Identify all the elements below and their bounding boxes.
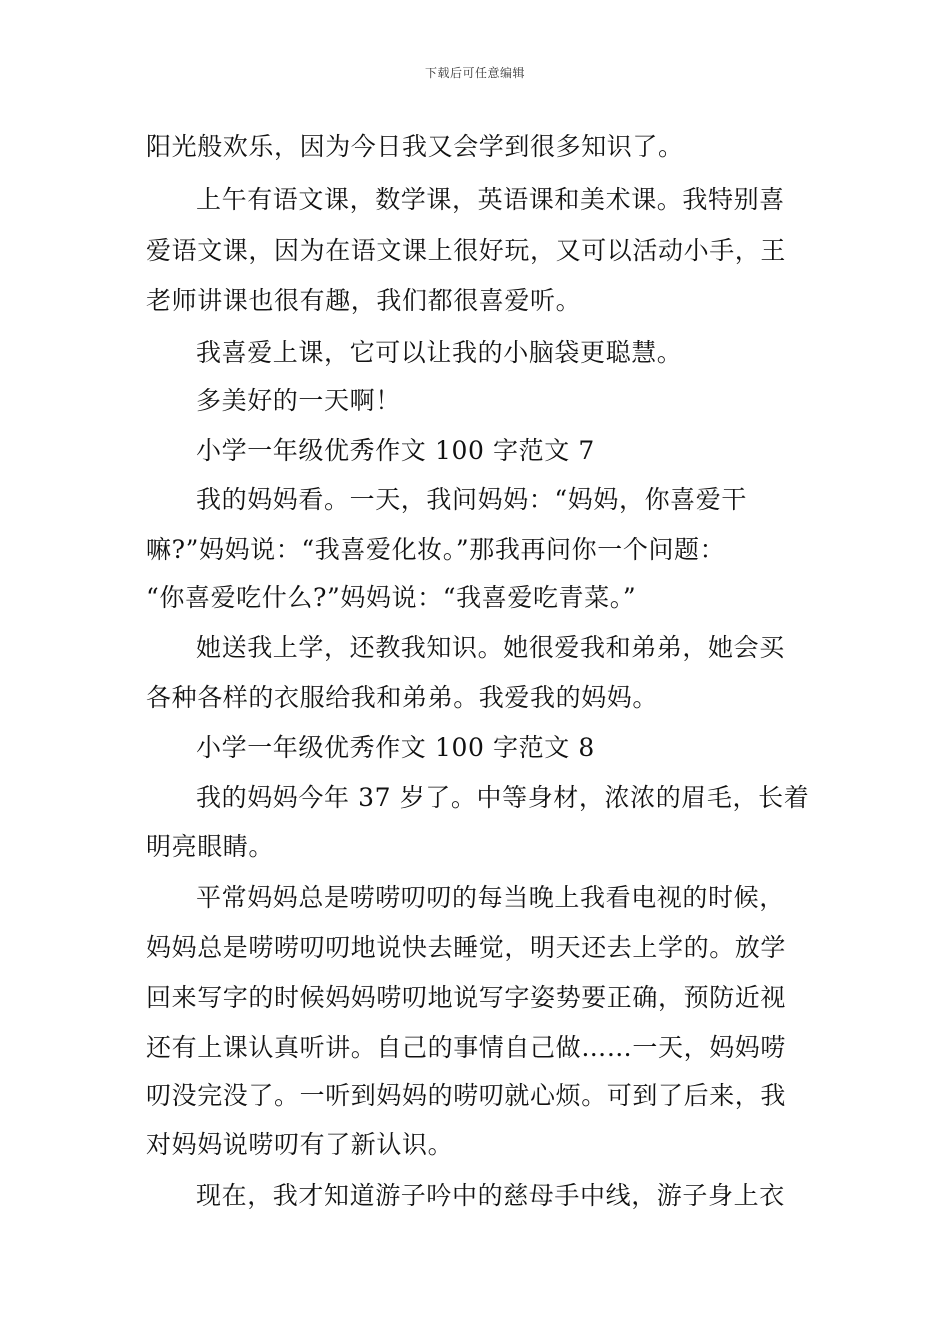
text-line: 多美好的一天啊！ [196, 386, 401, 415]
text-line: 我的妈妈看。一天，我问妈妈：“妈妈，你喜爱干 [196, 485, 747, 514]
text-line: 妈妈总是唠唠叨叨地说快去睡觉，明天还去上学的。放学 [146, 933, 787, 962]
text-line: 明亮眼睛。 [146, 832, 275, 861]
text-line: 她送我上学，还教我知识。她很爱我和弟弟，她会买 [196, 633, 785, 662]
text-line: 老师讲课也很有趣，我们都很喜爱听。 [146, 286, 582, 315]
text-line: 叨没完没了。一听到妈妈的唠叨就心烦。可到了后来，我 [146, 1081, 787, 1110]
section-heading: 小学一年级优秀作文 100 字范文 7 [196, 436, 595, 465]
text-line: 现在，我才知道游子吟中的慈母手中线，游子身上衣 [196, 1181, 785, 1210]
text-line: 回来写字的时候妈妈唠叨地说写字姿势要正确，预防近视 [146, 983, 787, 1012]
text-line: 阳光般欢乐，因为今日我又会学到很多知识了。 [146, 132, 684, 161]
text-line: 嘛?”妈妈说：“我喜爱化妆。”那我再问你一个问题： [146, 535, 726, 564]
text-line: “你喜爱吃什么?”妈妈说：“我喜爱吃青菜。” [146, 583, 637, 612]
text-line: 各种各样的衣服给我和弟弟。我爱我的妈妈。 [146, 683, 659, 712]
text-line: 我喜爱上课，它可以让我的小脑袋更聪慧。 [196, 338, 683, 367]
section-heading: 小学一年级优秀作文 100 字范文 8 [196, 733, 595, 762]
text-line: 我的妈妈今年 37 岁了。中等身材，浓浓的眉毛，长着 [196, 783, 810, 812]
text-line: 还有上课认真听讲。自己的事情自己做……一天，妈妈唠 [146, 1033, 787, 1062]
text-line: 上午有语文课，数学课，英语课和美术课。我特别喜 [196, 185, 785, 214]
page-header: 下载后可任意编辑 [424, 66, 525, 80]
text-line: 平常妈妈总是唠唠叨叨的每当晚上我看电视的时候， [196, 883, 785, 912]
text-line: 爱语文课，因为在语文课上很好玩，又可以活动小手，王 [146, 236, 787, 265]
text-line: 对妈妈说唠叨有了新认识。 [146, 1130, 454, 1159]
